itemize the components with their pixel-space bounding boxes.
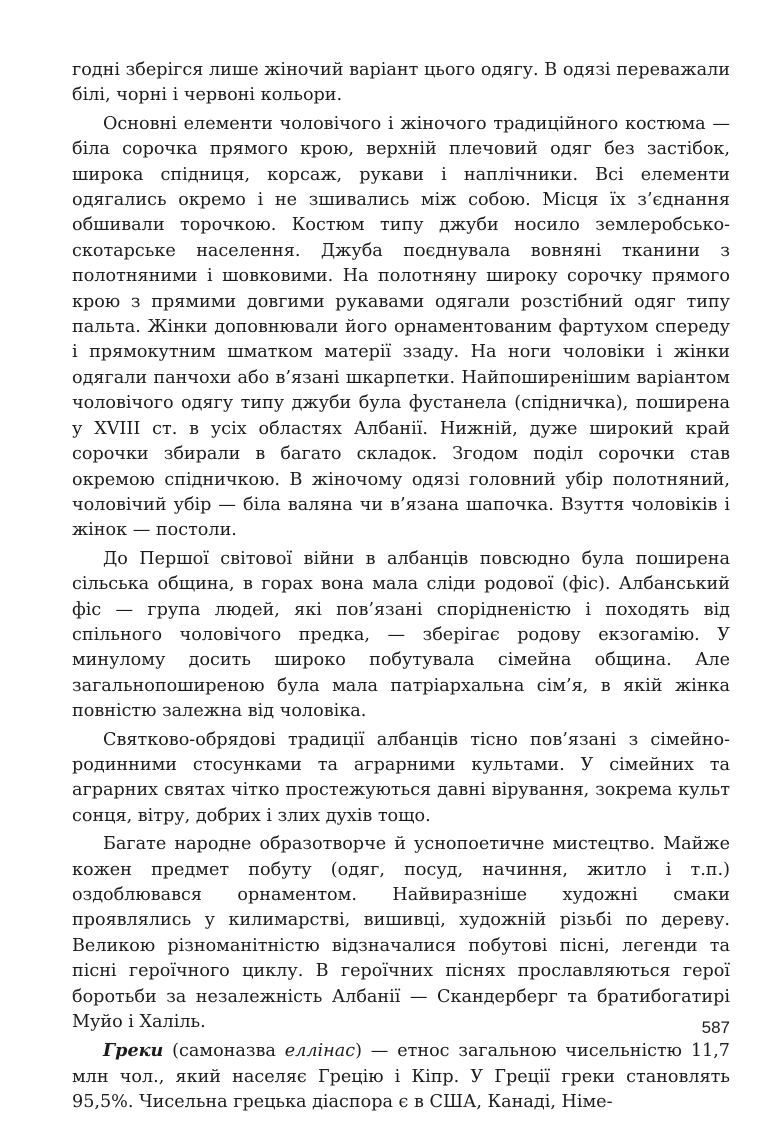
paragraph-art: Багате народне образотворче й уснопоетичне мистецтво. Майже кожен предмет побуту (одяг, посуд, начиння, житло і т.п.) оздоблювався орнаментом. Найвиразніше художні смаки проявлялись у килимарстві, вишивці, художній різьбі по дереву. Великою різноманітністю відзначалися побутові пісні, легенди та пісні героїчного циклу. В героїчних піснях прославляються герої боротьби за незалежність Албанії — Скандерберг та братибогатирі Муйо і Халіль. bbox=[72, 834, 730, 1033]
paragraph-greeks-rest: ) — етнос загальною чисельністю 11,7 млн чол., який населяє Грецію і Кіпр. У Греції греки становлять 95,5%. Чисельна грецька діаспора є в США, Канаді, Німе- bbox=[72, 1041, 731, 1113]
paragraph-continuation: годні зберігся лише жіночий варіант цього одягу. В одязі переважали білі, чорні і червоні кольори. bbox=[72, 60, 730, 106]
term-greeks: Греки bbox=[103, 1040, 164, 1062]
paragraph-costume: Основні елементи чоловічого і жіночого традиційного костюма — біла сорочка прямого крою, верхній плечовий одяг без застібок, широка спідниця, корсаж, рукави і наплічники. Всі елементи одягались окремо і не зшивались між собою. Місця їх з’єднання обшивали торочкою. Костюм типу джуби носило землеробсько-скотарське населення. Джуба поєднувала вовняні тканини з полотняними і шовковими. На полотняну широку сорочку прямого крою з прямими довгими рукавами одягали розстібний одяг типу пальта. Жінки доповнювали його орнаментованим фартухом спереду і прямокутним шматком матерії ззаду. На ноги чоловіки і жінки одягали панчохи або в’язані шкарпетки. Найпоширенішим варіантом чоловічого одягу типу джуби була фустанела (спідничка), поширена у XVIII ст. в усіх областях Албанії. Нижній, дуже широкий край сорочки збирали в багато складок. Згодом поділ сорочки став окремою спідничкою. В жіночому одязі головний убір полотняний, чоловічий убір — біла валяна чи в’язана шапочка. Взуття чоловіків і жінок — постоли. bbox=[72, 113, 730, 541]
paragraph-traditions: Святково-обрядові традиції албанців тісно пов’язані з сімейно-родинними стосунками та аграрними культами. У сімейних та аграрних святах чітко простежуються давні вірування, зокрема культ сонця, вітру, добрих і злих духів тощо. bbox=[72, 729, 730, 826]
paragraph-community: До Першої світової війни в албанців повсюдно була поширена сільська община, в горах вона мала сліди родової (фіс). Албанський фіс — група людей, які пов’язані спорідненістю і походять від спільного чоловічого предка, — зберігає родову екзогамію. У минулому досить широко побутувала сімейна община. Але загальнопоширеною була мала патріархальна сім’я, в якій жінка повністю залежна від чоловіка. bbox=[72, 548, 730, 722]
term-self-name: еллінас bbox=[284, 1041, 356, 1062]
paren-open: (самоназва bbox=[163, 1041, 285, 1062]
page-body bbox=[72, 58, 730, 1119]
paragraph-greeks bbox=[72, 1038, 730, 1115]
page-number: 587 bbox=[701, 1018, 730, 1037]
